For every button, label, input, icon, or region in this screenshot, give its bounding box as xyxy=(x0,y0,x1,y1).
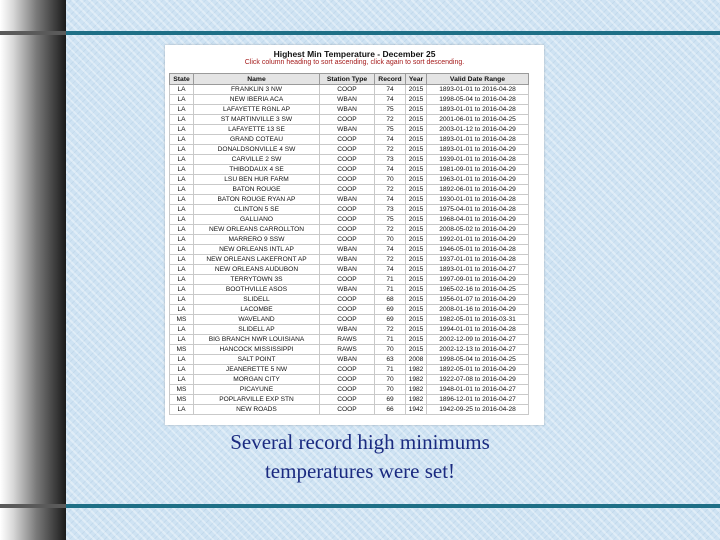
station-type-cell: WBAN xyxy=(320,265,375,275)
column-header-valid-date-range[interactable]: Valid Date Range xyxy=(427,74,529,85)
name-cell: NEW IBERIA ACA xyxy=(194,95,320,105)
date-range-cell: 1892-06-01 to 2016-04-29 xyxy=(427,185,529,195)
state-cell: LA xyxy=(170,285,194,295)
records-table-body xyxy=(170,85,529,415)
record-cell: 74 xyxy=(375,95,406,105)
name-cell: SALT POINT xyxy=(194,355,320,365)
table-row xyxy=(170,395,529,405)
state-cell: LA xyxy=(170,125,194,135)
date-range-cell: 1893-01-01 to 2016-04-29 xyxy=(427,145,529,155)
station-type-cell: WBAN xyxy=(320,285,375,295)
record-cell: 74 xyxy=(375,245,406,255)
record-cell: 75 xyxy=(375,105,406,115)
station-type-cell: WBAN xyxy=(320,325,375,335)
station-type-cell: WBAN xyxy=(320,245,375,255)
table-row xyxy=(170,375,529,385)
records-table xyxy=(169,73,529,415)
state-cell: LA xyxy=(170,335,194,345)
record-cell: 68 xyxy=(375,295,406,305)
name-cell: SLIDELL AP xyxy=(194,325,320,335)
year-cell: 2008 xyxy=(406,355,427,365)
station-type-cell: WBAN xyxy=(320,95,375,105)
state-cell: LA xyxy=(170,215,194,225)
table-row xyxy=(170,285,529,295)
date-range-cell: 2002-12-13 to 2016-04-27 xyxy=(427,345,529,355)
date-range-cell: 1948-01-01 to 2016-04-27 xyxy=(427,385,529,395)
station-type-cell: WBAN xyxy=(320,255,375,265)
state-cell: LA xyxy=(170,375,194,385)
date-range-cell: 1982-05-01 to 2016-03-31 xyxy=(427,315,529,325)
record-cell: 73 xyxy=(375,155,406,165)
year-cell: 1942 xyxy=(406,405,427,415)
top-divider-left xyxy=(0,31,66,35)
date-range-cell: 1939-01-01 to 2016-04-28 xyxy=(427,155,529,165)
name-cell: NEW ORLEANS CARROLLTON xyxy=(194,225,320,235)
name-cell: MARRERO 9 SSW xyxy=(194,235,320,245)
name-cell: WAVELAND xyxy=(194,315,320,325)
name-cell: NEW ROADS xyxy=(194,405,320,415)
station-type-cell: COOP xyxy=(320,225,375,235)
table-subtitle: Click column heading to sort ascending, click again to sort descending. xyxy=(244,59,465,66)
record-cell: 72 xyxy=(375,325,406,335)
name-cell: LACOMBE xyxy=(194,305,320,315)
record-cell: 71 xyxy=(375,285,406,295)
state-cell: LA xyxy=(170,225,194,235)
table-row xyxy=(170,115,529,125)
state-cell: LA xyxy=(170,175,194,185)
date-range-cell: 1930-01-01 to 2016-04-28 xyxy=(427,195,529,205)
table-row xyxy=(170,135,529,145)
station-type-cell: WBAN xyxy=(320,355,375,365)
name-cell: HANCOCK MISSISSIPPI xyxy=(194,345,320,355)
state-cell: LA xyxy=(170,305,194,315)
name-cell: BATON ROUGE xyxy=(194,185,320,195)
station-type-cell: COOP xyxy=(320,145,375,155)
name-cell: CLINTON 5 SE xyxy=(194,205,320,215)
date-range-cell: 1997-09-01 to 2016-04-29 xyxy=(427,275,529,285)
station-type-cell: COOP xyxy=(320,395,375,405)
date-range-cell: 1994-01-01 to 2016-04-28 xyxy=(427,325,529,335)
table-row xyxy=(170,195,529,205)
table-row xyxy=(170,345,529,355)
state-cell: LA xyxy=(170,95,194,105)
station-type-cell: WBAN xyxy=(320,105,375,115)
name-cell: PICAYUNE xyxy=(194,385,320,395)
year-cell: 2015 xyxy=(406,175,427,185)
year-cell: 2015 xyxy=(406,295,427,305)
state-cell: LA xyxy=(170,135,194,145)
year-cell: 2015 xyxy=(406,345,427,355)
bottom-divider-left xyxy=(0,504,66,508)
record-cell: 74 xyxy=(375,135,406,145)
table-row xyxy=(170,355,529,365)
year-cell: 2015 xyxy=(406,155,427,165)
name-cell: CARVILLE 2 SW xyxy=(194,155,320,165)
name-cell: BATON ROUGE RYAN AP xyxy=(194,195,320,205)
table-row xyxy=(170,235,529,245)
state-cell: LA xyxy=(170,165,194,175)
year-cell: 1982 xyxy=(406,365,427,375)
name-cell: LSU BEN HUR FARM xyxy=(194,175,320,185)
station-type-cell: COOP xyxy=(320,235,375,245)
record-cell: 74 xyxy=(375,195,406,205)
record-cell: 73 xyxy=(375,205,406,215)
date-range-cell: 1946-05-01 to 2016-04-28 xyxy=(427,245,529,255)
date-range-cell: 1937-01-01 to 2016-04-28 xyxy=(427,255,529,265)
year-cell: 2015 xyxy=(406,115,427,125)
table-row xyxy=(170,155,529,165)
name-cell: DONALDSONVILLE 4 SW xyxy=(194,145,320,155)
column-header-record[interactable]: Record xyxy=(375,74,406,85)
name-cell: BOOTHVILLE ASOS xyxy=(194,285,320,295)
table-row xyxy=(170,325,529,335)
column-header-year[interactable]: Year xyxy=(406,74,427,85)
station-type-cell: COOP xyxy=(320,405,375,415)
station-type-cell: COOP xyxy=(320,295,375,305)
name-cell: TERRYTOWN 3S xyxy=(194,275,320,285)
table-row xyxy=(170,295,529,305)
station-type-cell: COOP xyxy=(320,175,375,185)
name-cell: GRAND COTEAU xyxy=(194,135,320,145)
table-row xyxy=(170,215,529,225)
record-cell: 72 xyxy=(375,225,406,235)
table-row xyxy=(170,275,529,285)
station-type-cell: WBAN xyxy=(320,195,375,205)
table-row xyxy=(170,95,529,105)
table-row xyxy=(170,85,529,95)
state-cell: LA xyxy=(170,355,194,365)
year-cell: 2015 xyxy=(406,235,427,245)
table-header-row xyxy=(170,74,529,85)
record-cell: 72 xyxy=(375,115,406,125)
state-cell: LA xyxy=(170,155,194,165)
year-cell: 1982 xyxy=(406,375,427,385)
date-range-cell: 2003-01-12 to 2016-04-29 xyxy=(427,125,529,135)
name-cell: NEW ORLEANS LAKEFRONT AP xyxy=(194,255,320,265)
name-cell: LAFAYETTE RGNL AP xyxy=(194,105,320,115)
date-range-cell: 1893-01-01 to 2016-04-28 xyxy=(427,105,529,115)
station-type-cell: COOP xyxy=(320,315,375,325)
state-cell: LA xyxy=(170,145,194,155)
table-row xyxy=(170,105,529,115)
table-row xyxy=(170,385,529,395)
date-range-cell: 1896-12-01 to 2016-04-27 xyxy=(427,395,529,405)
state-cell: LA xyxy=(170,405,194,415)
station-type-cell: COOP xyxy=(320,165,375,175)
year-cell: 2015 xyxy=(406,125,427,135)
state-cell: LA xyxy=(170,255,194,265)
station-type-cell: COOP xyxy=(320,385,375,395)
station-type-cell: RAWS xyxy=(320,345,375,355)
date-range-cell: 1968-04-01 to 2016-04-29 xyxy=(427,215,529,225)
column-header-name[interactable]: Name xyxy=(194,74,320,85)
record-cell: 70 xyxy=(375,345,406,355)
year-cell: 2015 xyxy=(406,315,427,325)
record-cell: 69 xyxy=(375,305,406,315)
record-cell: 74 xyxy=(375,85,406,95)
date-range-cell: 1893-01-01 to 2016-04-28 xyxy=(427,85,529,95)
state-cell: LA xyxy=(170,245,194,255)
date-range-cell: 1893-01-01 to 2016-04-27 xyxy=(427,265,529,275)
date-range-cell: 1942-09-25 to 2016-04-28 xyxy=(427,405,529,415)
name-cell: JEANERETTE 5 NW xyxy=(194,365,320,375)
year-cell: 2015 xyxy=(406,225,427,235)
table-row xyxy=(170,315,529,325)
station-type-cell: COOP xyxy=(320,135,375,145)
date-range-cell: 1892-05-01 to 2016-04-29 xyxy=(427,365,529,375)
record-cell: 71 xyxy=(375,365,406,375)
record-cell: 71 xyxy=(375,335,406,345)
record-cell: 69 xyxy=(375,315,406,325)
year-cell: 2015 xyxy=(406,195,427,205)
record-cell: 70 xyxy=(375,385,406,395)
state-cell: LA xyxy=(170,325,194,335)
year-cell: 2015 xyxy=(406,95,427,105)
year-cell: 2015 xyxy=(406,185,427,195)
table-row xyxy=(170,165,529,175)
year-cell: 2015 xyxy=(406,205,427,215)
year-cell: 2015 xyxy=(406,135,427,145)
date-range-cell: 1922-07-08 to 2016-04-29 xyxy=(427,375,529,385)
date-range-cell: 1998-05-04 to 2016-04-25 xyxy=(427,355,529,365)
date-range-cell: 1998-05-04 to 2016-04-28 xyxy=(427,95,529,105)
state-cell: LA xyxy=(170,275,194,285)
table-row xyxy=(170,205,529,215)
column-header-state[interactable]: State xyxy=(170,74,194,85)
record-cell: 71 xyxy=(375,275,406,285)
record-cell: 75 xyxy=(375,215,406,225)
station-type-cell: WBAN xyxy=(320,125,375,135)
record-cell: 72 xyxy=(375,145,406,155)
year-cell: 2015 xyxy=(406,335,427,345)
table-row xyxy=(170,365,529,375)
record-cell: 66 xyxy=(375,405,406,415)
state-cell: LA xyxy=(170,365,194,375)
table-row xyxy=(170,125,529,135)
table-row xyxy=(170,335,529,345)
state-cell: LA xyxy=(170,115,194,125)
name-cell: BIG BRANCH NWR LOUISIANA xyxy=(194,335,320,345)
state-cell: MS xyxy=(170,385,194,395)
record-cell: 63 xyxy=(375,355,406,365)
record-cell: 70 xyxy=(375,375,406,385)
date-range-cell: 2008-05-02 to 2016-04-29 xyxy=(427,225,529,235)
year-cell: 2015 xyxy=(406,165,427,175)
name-cell: POPLARVILLE EXP STN xyxy=(194,395,320,405)
date-range-cell: 1981-09-01 to 2016-04-29 xyxy=(427,165,529,175)
year-cell: 2015 xyxy=(406,325,427,335)
name-cell: NEW ORLEANS INTL AP xyxy=(194,245,320,255)
station-type-cell: COOP xyxy=(320,85,375,95)
station-type-cell: COOP xyxy=(320,115,375,125)
station-type-cell: RAWS xyxy=(320,335,375,345)
column-header-station-type[interactable]: Station Type xyxy=(320,74,375,85)
name-cell: THIBODAUX 4 SE xyxy=(194,165,320,175)
station-type-cell: COOP xyxy=(320,215,375,225)
slide-caption: Several record high minimums temperatures were set! xyxy=(230,430,490,483)
name-cell: ST MARTINVILLE 3 SW xyxy=(194,115,320,125)
year-cell: 2015 xyxy=(406,255,427,265)
date-range-cell: 2008-01-16 to 2016-04-29 xyxy=(427,305,529,315)
name-cell: NEW ORLEANS AUDUBON xyxy=(194,265,320,275)
bottom-divider xyxy=(0,504,720,508)
table-row xyxy=(170,405,529,415)
station-type-cell: COOP xyxy=(320,375,375,385)
table-row xyxy=(170,255,529,265)
state-cell: LA xyxy=(170,185,194,195)
state-cell: MS xyxy=(170,395,194,405)
year-cell: 2015 xyxy=(406,245,427,255)
year-cell: 2015 xyxy=(406,215,427,225)
table-row xyxy=(170,265,529,275)
station-type-cell: COOP xyxy=(320,305,375,315)
record-cell: 72 xyxy=(375,185,406,195)
name-cell: FRANKLIN 3 NW xyxy=(194,85,320,95)
table-row xyxy=(170,245,529,255)
year-cell: 2015 xyxy=(406,275,427,285)
record-cell: 74 xyxy=(375,165,406,175)
year-cell: 2015 xyxy=(406,85,427,95)
record-cell: 74 xyxy=(375,265,406,275)
left-gradient-bar xyxy=(0,0,66,540)
record-cell: 70 xyxy=(375,175,406,185)
station-type-cell: COOP xyxy=(320,185,375,195)
date-range-cell: 2001-06-01 to 2016-04-25 xyxy=(427,115,529,125)
state-cell: LA xyxy=(170,205,194,215)
table-row xyxy=(170,225,529,235)
state-cell: LA xyxy=(170,195,194,205)
year-cell: 2015 xyxy=(406,265,427,275)
state-cell: LA xyxy=(170,85,194,95)
name-cell: MORGAN CITY xyxy=(194,375,320,385)
year-cell: 2015 xyxy=(406,305,427,315)
record-cell: 72 xyxy=(375,255,406,265)
year-cell: 1982 xyxy=(406,395,427,405)
station-type-cell: COOP xyxy=(320,275,375,285)
date-range-cell: 1992-01-01 to 2016-04-29 xyxy=(427,235,529,245)
record-cell: 70 xyxy=(375,235,406,245)
date-range-cell: 1975-04-01 to 2016-04-28 xyxy=(427,205,529,215)
table-title: Highest Min Temperature - December 25 xyxy=(273,49,436,59)
state-cell: MS xyxy=(170,345,194,355)
year-cell: 2015 xyxy=(406,285,427,295)
year-cell: 2015 xyxy=(406,105,427,115)
table-row xyxy=(170,185,529,195)
year-cell: 2015 xyxy=(406,145,427,155)
station-type-cell: COOP xyxy=(320,155,375,165)
date-range-cell: 2002-12-09 to 2016-04-27 xyxy=(427,335,529,345)
state-cell: LA xyxy=(170,295,194,305)
table-row xyxy=(170,175,529,185)
top-divider xyxy=(0,31,720,35)
station-type-cell: COOP xyxy=(320,205,375,215)
record-cell: 75 xyxy=(375,125,406,135)
name-cell: SLIDELL xyxy=(194,295,320,305)
record-cell: 69 xyxy=(375,395,406,405)
name-cell: LAFAYETTE 13 SE xyxy=(194,125,320,135)
state-cell: LA xyxy=(170,105,194,115)
state-cell: LA xyxy=(170,265,194,275)
state-cell: LA xyxy=(170,235,194,245)
station-type-cell: COOP xyxy=(320,365,375,375)
date-range-cell: 1963-01-01 to 2016-04-29 xyxy=(427,175,529,185)
date-range-cell: 1893-01-01 to 2016-04-28 xyxy=(427,135,529,145)
records-table-panel xyxy=(165,45,544,425)
table-row xyxy=(170,145,529,155)
date-range-cell: 1965-02-16 to 2016-04-25 xyxy=(427,285,529,295)
state-cell: MS xyxy=(170,315,194,325)
name-cell: GALLIANO xyxy=(194,215,320,225)
table-row xyxy=(170,305,529,315)
year-cell: 1982 xyxy=(406,385,427,395)
date-range-cell: 1956-01-07 to 2016-04-29 xyxy=(427,295,529,305)
